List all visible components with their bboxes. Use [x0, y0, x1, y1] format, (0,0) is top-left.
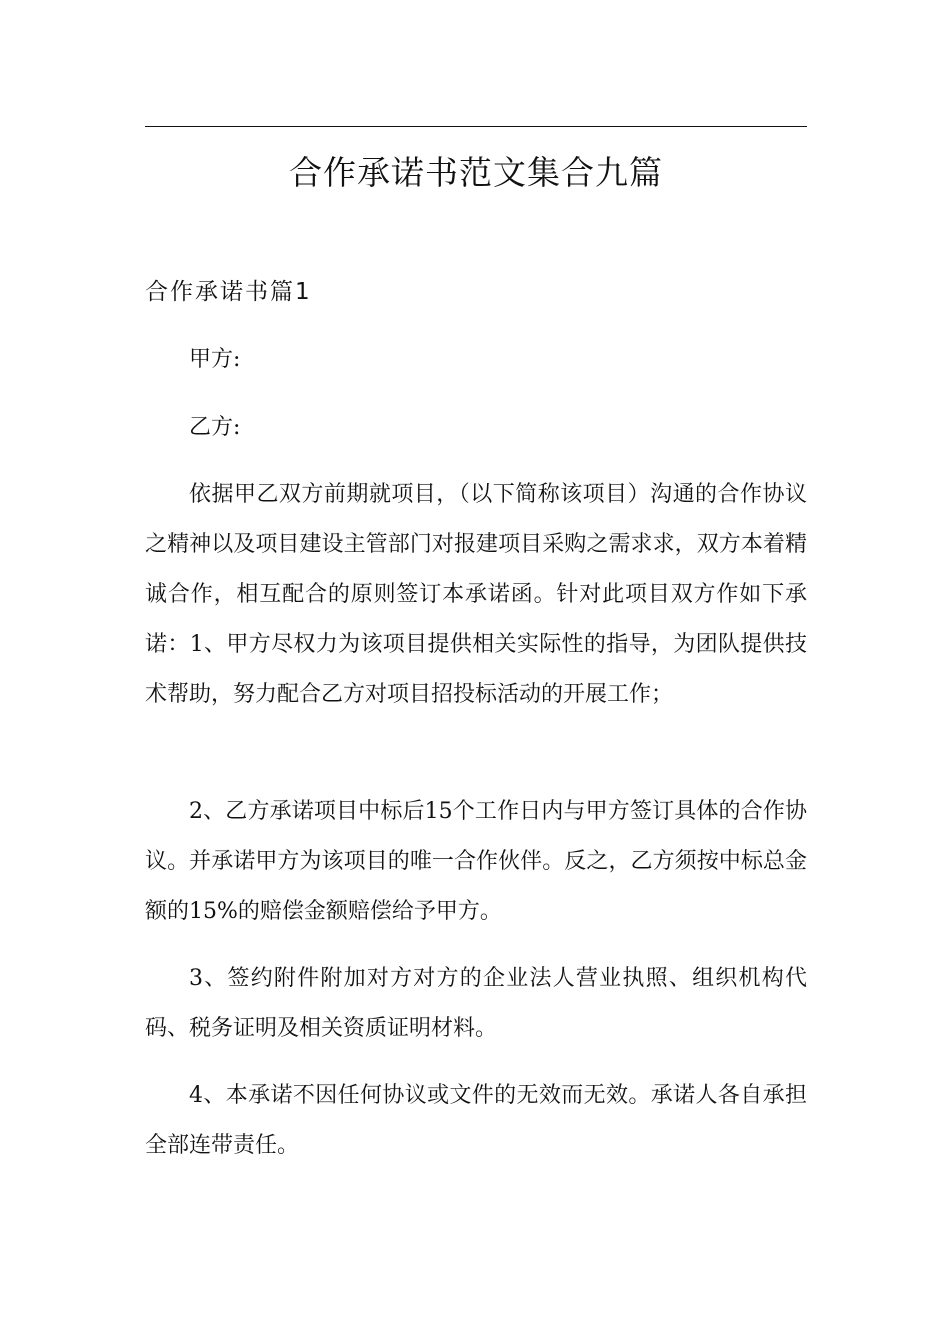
body-paragraph: 2、乙方承诺项目中标后15个工作日内与甲方签订具体的合作协议。并承诺甲方为该项目的唯一合作伙伴。反之，乙方须按中标总金额的15%的赔偿金额赔偿给予甲方。 [145, 799, 807, 924]
party-a-label: 甲方: [189, 347, 241, 372]
document-title: 合作承诺书范文集合九篇 [289, 153, 663, 192]
body-paragraph: 依据甲乙双方前期就项目，（以下简称该项目）沟通的合作协议之精神以及项目建设主管部门对报建项目采购之需求求，双方本着精诚合作，相互配合的原则签订本承诺函。针对此项目双方作如下承诺：1、甲方尽权力为该项目提供相关实际性的指导，为团队提供技术帮助，努力配合乙方对项目招投标活动的开展工作； [145, 482, 807, 707]
section-heading: 合作承诺书篇1 [145, 279, 312, 305]
party-b-label: 乙方: [189, 415, 241, 440]
header-rule [145, 126, 807, 127]
body-paragraph: 3、签约附件附加对方对方的企业法人营业执照、组织机构代码、税务证明及相关资质证明材料。 [145, 966, 807, 1041]
body-paragraph: 4、本承诺不因任何协议或文件的无效而无效。承诺人各自承担全部连带责任。 [145, 1083, 807, 1158]
